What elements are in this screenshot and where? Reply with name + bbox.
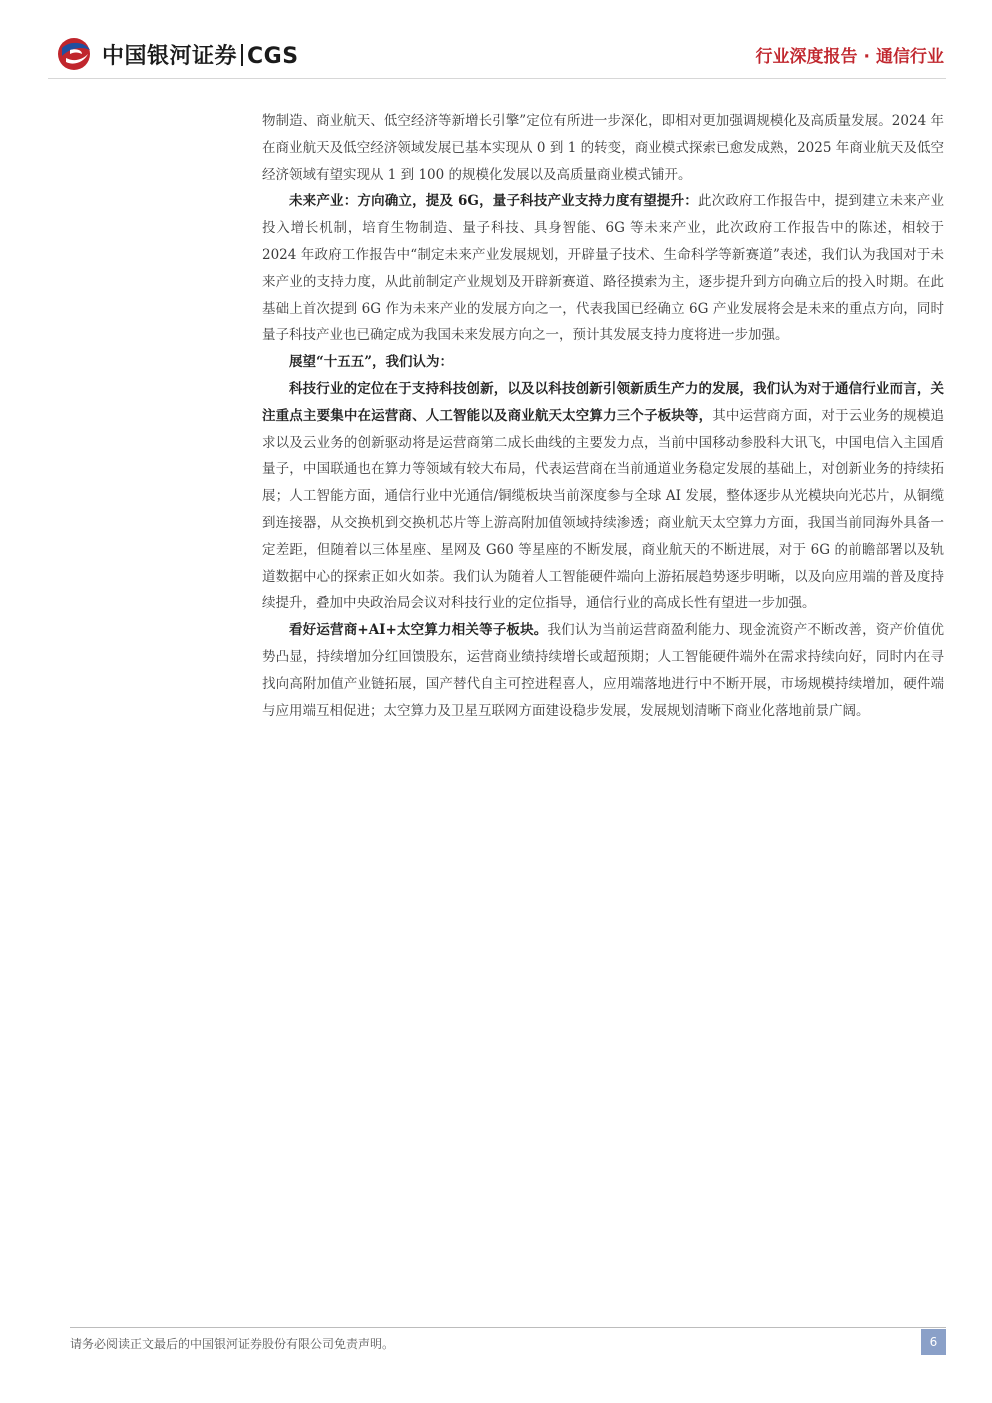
industry-name: 通信行业 [876,47,944,67]
footer-divider [70,1327,946,1328]
brand-name-cn: 中国银河证券 [102,43,238,69]
brand-name [102,39,299,70]
paragraph-recommendation [262,617,944,724]
cgs-logo-icon [56,36,96,72]
report-body [262,108,944,724]
tech-positioning-text: 其中运营商方面，对于云业务的规模追求以及云业务的创新驱动将是运营商第二成长曲线的主要发力点，当前中国移动参股科大讯飞，中国电信入主国盾量子，中国联通也在算力等领域有较大布局，代表运营商在当前通道业务稳定发展的基础上，对创新业务的持续拓展；人工智能方面，通信行业中光通信/铜缆板块当前深度参与全球 AI 发展，整体逐步从光模块向光芯片，从铜缆到连接器，从交换机到交换机芯片等上游高附加值领域持续渗透；商业航天太空算力方面，我国当前同海外具备一定差距，但随着以三体星座、星网及 G60 等星座的不断发展，商业航天的不断进展，对于 6G 的前瞻部署以及轨道数据中心的探索正如火如荼。我们认为随着人工智能硬件端向上游拓展趋势逐步明晰，以及向应用端的普及度持续提升，叠加中央政治局会议对科技行业的定位指导，通信行业的高成长性有望进一步加强。 [262,407,945,612]
report-category [756,42,944,67]
recommendation-heading: 看好运营商+AI+太空算力相关等子板块。 [289,622,548,639]
header-divider [48,78,946,79]
future-industries-heading: 未来产业：方向确立，提及 6G，量子科技产业支持力度有望提升： [289,193,698,210]
brand-divider [241,44,243,66]
paragraph-continuation: 物制造、商业航天、低空经济等新增长引擎”定位有所进一步深化，即相对更加强调规模化及高质量发展。2024 年在商业航天及低空经济领域发展已基本实现从 0 到 1 的转变，商业模式探索已愈发成熟，2025 年商业航天及低空经济领域有望实现从 1 到 100 的规模化发展以及高质量商业模式铺开。 [262,113,944,183]
tech-positioning-heading: 科技行业的定位在于支持科技创新，以及以科技创新引领新质生产力的发展，我们认为对于通信行业而言，关注重点主要集中在运营商、人工智能以及商业航天太空算力三个子板块等， [262,380,944,424]
paragraph-outlook-heading [262,349,944,376]
brand-name-en: CGS [247,43,299,69]
outlook-heading: 展望“十五五”，我们认为： [289,354,454,371]
paragraph-future-industries [262,188,944,349]
page-header [0,0,992,80]
paragraph-tech-positioning [262,376,944,617]
footer-disclaimer: 请务必阅读正文最后的中国银河证券股份有限公司免责声明。 [70,1337,395,1351]
recommendation-text: 我们认为当前运营商盈利能力、现金流资产不断改善，资产价值优势凸显，持续增加分红回馈股东，运营商业绩持续增长或超预期；人工智能硬件端外在需求持续向好，同时内在寻找向高附加值产业链拓展，国产替代自主可控进程喜人，应用端落地进行中不断开展，市场规模持续增加，硬件端与应用端互相促进；太空算力及卫星互联网方面建设稳步发展，发展规划清晰下商业化落地前景广阔。 [262,622,944,719]
page-number: 6 [921,1329,946,1355]
company-logo [56,36,299,72]
category-separator: · [863,47,870,67]
report-type: 行业深度报告 [755,47,858,67]
future-industries-text: 此次政府工作报告中，提到建立未来产业投入增长机制，培育生物制造、量子科技、具身智能、6G 等未来产业，此次政府工作报告中的陈述，相较于 2024 年政府工作报告中“制定未来产业发展规划，开辟量子技术、生命科学等新赛道”表述，我们认为我国对于未来产业的支持力度，从此前制定产业规划及开辟新赛道、路径摸索为主，逐步提升到方向确立后的投入时期。在此基础上首次提到 6G 作为未来产业的发展方向之一，代表我国已经确立 6G 产业发展将会是未来的重点方向，同时量子科技产业也已确定成为我国未来发展方向之一，预计其发展支持力度将进一步加强。 [262,193,944,344]
